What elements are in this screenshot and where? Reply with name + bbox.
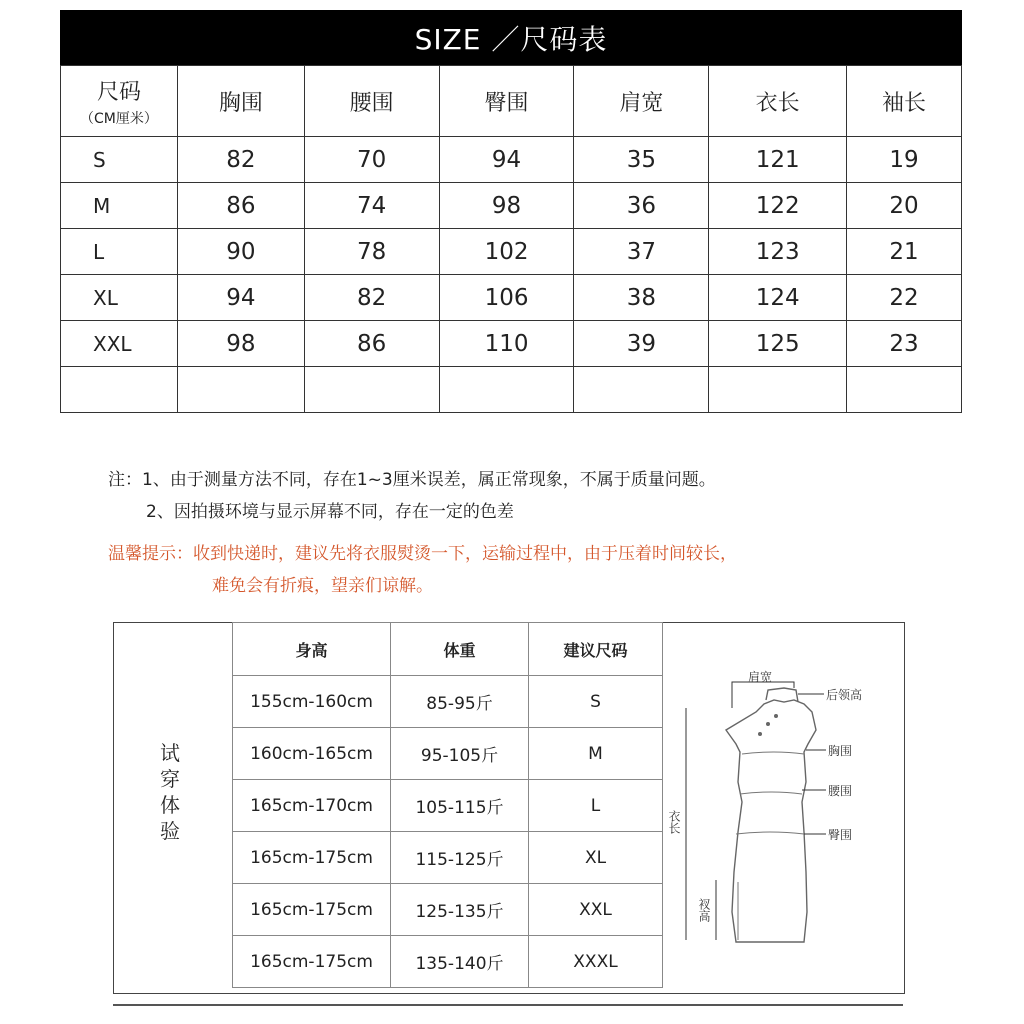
fit-label-char: 试穿体验 bbox=[160, 741, 180, 843]
hip-cell: 94 bbox=[439, 137, 574, 183]
label-waist: 腰围 bbox=[828, 784, 853, 798]
table-row bbox=[61, 137, 962, 183]
shoulder-cell: 39 bbox=[574, 321, 709, 367]
table-row bbox=[61, 321, 962, 367]
table-row bbox=[233, 884, 663, 936]
suggested-size-cell: L bbox=[529, 780, 663, 832]
size-cell: XXL bbox=[61, 321, 178, 367]
chest-cell: 94 bbox=[177, 275, 304, 321]
label-collar: 后领高 bbox=[826, 688, 863, 702]
suggested-size-cell: M bbox=[529, 728, 663, 780]
shoulder-cell: 38 bbox=[574, 275, 709, 321]
chest-cell: 82 bbox=[177, 137, 304, 183]
waist-cell: 70 bbox=[304, 137, 439, 183]
weight-cell: 135-140斤 bbox=[391, 936, 529, 988]
header-waist: 腰围 bbox=[304, 66, 439, 137]
size-chart-title: SIZE ／尺码表 bbox=[60, 10, 962, 65]
header-weight: 体重 bbox=[391, 623, 529, 676]
suggested-size-cell: XXXL bbox=[529, 936, 663, 988]
note-line-1: 注：1、由于测量方法不同，存在1~3厘米误差，属正常现象，不属于质量问题。 bbox=[108, 470, 716, 490]
size-cell: S bbox=[61, 137, 178, 183]
sleeve-cell: 21 bbox=[847, 229, 962, 275]
label-shoulder: 肩宽 bbox=[748, 670, 773, 684]
header-suggested-size: 建议尺码 bbox=[529, 623, 663, 676]
chest-cell: 98 bbox=[177, 321, 304, 367]
fit-section-label bbox=[150, 740, 190, 844]
label-slit: 衩高 bbox=[697, 898, 711, 922]
weight-cell: 115-125斤 bbox=[391, 832, 529, 884]
fit-table bbox=[232, 622, 663, 988]
sleeve-cell: 20 bbox=[847, 183, 962, 229]
dress-measurement-diagram bbox=[664, 622, 902, 992]
header-length: 衣长 bbox=[709, 66, 847, 137]
hip-cell: 110 bbox=[439, 321, 574, 367]
weight-cell: 125-135斤 bbox=[391, 884, 529, 936]
weight-cell: 85-95斤 bbox=[391, 676, 529, 728]
hip-cell: 98 bbox=[439, 183, 574, 229]
length-cell: 122 bbox=[709, 183, 847, 229]
label-hip: 臀围 bbox=[828, 828, 853, 842]
length-cell: 125 bbox=[709, 321, 847, 367]
table-row bbox=[233, 728, 663, 780]
suggested-size-cell: XXL bbox=[529, 884, 663, 936]
label-length: 衣长 bbox=[667, 810, 681, 834]
header-height: 身高 bbox=[233, 623, 391, 676]
suggested-size-cell: S bbox=[529, 676, 663, 728]
size-table-header-row bbox=[61, 66, 962, 137]
shoulder-cell: 36 bbox=[574, 183, 709, 229]
hip-cell: 102 bbox=[439, 229, 574, 275]
height-cell: 165cm-170cm bbox=[233, 780, 391, 832]
weight-cell: 105-115斤 bbox=[391, 780, 529, 832]
tip-line-2: 难免会有折痕，望亲们谅解。 bbox=[212, 576, 433, 596]
table-row bbox=[233, 832, 663, 884]
weight-cell: 95-105斤 bbox=[391, 728, 529, 780]
height-cell: 165cm-175cm bbox=[233, 936, 391, 988]
height-cell: 165cm-175cm bbox=[233, 832, 391, 884]
header-chest: 胸围 bbox=[177, 66, 304, 137]
shoulder-cell: 37 bbox=[574, 229, 709, 275]
table-row bbox=[233, 676, 663, 728]
height-cell: 165cm-175cm bbox=[233, 884, 391, 936]
sleeve-cell: 22 bbox=[847, 275, 962, 321]
hip-cell: 106 bbox=[439, 275, 574, 321]
warm-tip bbox=[108, 538, 737, 602]
chest-cell: 90 bbox=[177, 229, 304, 275]
note-line-2: 2、因拍摄环境与显示屏幕不同，存在一定的色差 bbox=[146, 502, 514, 522]
size-cell: M bbox=[61, 183, 178, 229]
dress-illustration bbox=[664, 622, 902, 992]
bottom-divider bbox=[113, 1004, 903, 1006]
length-cell: 124 bbox=[709, 275, 847, 321]
chest-cell: 86 bbox=[177, 183, 304, 229]
length-cell: 121 bbox=[709, 137, 847, 183]
waist-cell: 78 bbox=[304, 229, 439, 275]
tip-line-1: 温馨提示：收到快递时，建议先将衣服熨烫一下，运输过程中，由于压着时间较长， bbox=[108, 544, 737, 564]
table-row bbox=[61, 229, 962, 275]
header-sleeve: 袖长 bbox=[847, 66, 962, 137]
waist-cell: 82 bbox=[304, 275, 439, 321]
suggested-size-cell: XL bbox=[529, 832, 663, 884]
table-row bbox=[61, 183, 962, 229]
height-cell: 155cm-160cm bbox=[233, 676, 391, 728]
size-cell: L bbox=[61, 229, 178, 275]
fit-table-header-row bbox=[233, 623, 663, 676]
table-row bbox=[61, 275, 962, 321]
height-cell: 160cm-165cm bbox=[233, 728, 391, 780]
size-table bbox=[60, 65, 962, 413]
header-hip: 臀围 bbox=[439, 66, 574, 137]
sleeve-cell: 23 bbox=[847, 321, 962, 367]
header-shoulder: 肩宽 bbox=[574, 66, 709, 137]
size-cell: XL bbox=[61, 275, 178, 321]
shoulder-cell: 35 bbox=[574, 137, 709, 183]
table-row bbox=[233, 780, 663, 832]
empty-row bbox=[61, 367, 962, 413]
unit-note: （CM厘米） bbox=[80, 110, 158, 127]
measurement-notes bbox=[108, 464, 716, 528]
sleeve-cell: 19 bbox=[847, 137, 962, 183]
header-size: 尺码 （CM厘米） bbox=[61, 66, 178, 137]
label-chest: 胸围 bbox=[828, 744, 853, 758]
table-row bbox=[233, 936, 663, 988]
length-cell: 123 bbox=[709, 229, 847, 275]
waist-cell: 74 bbox=[304, 183, 439, 229]
waist-cell: 86 bbox=[304, 321, 439, 367]
